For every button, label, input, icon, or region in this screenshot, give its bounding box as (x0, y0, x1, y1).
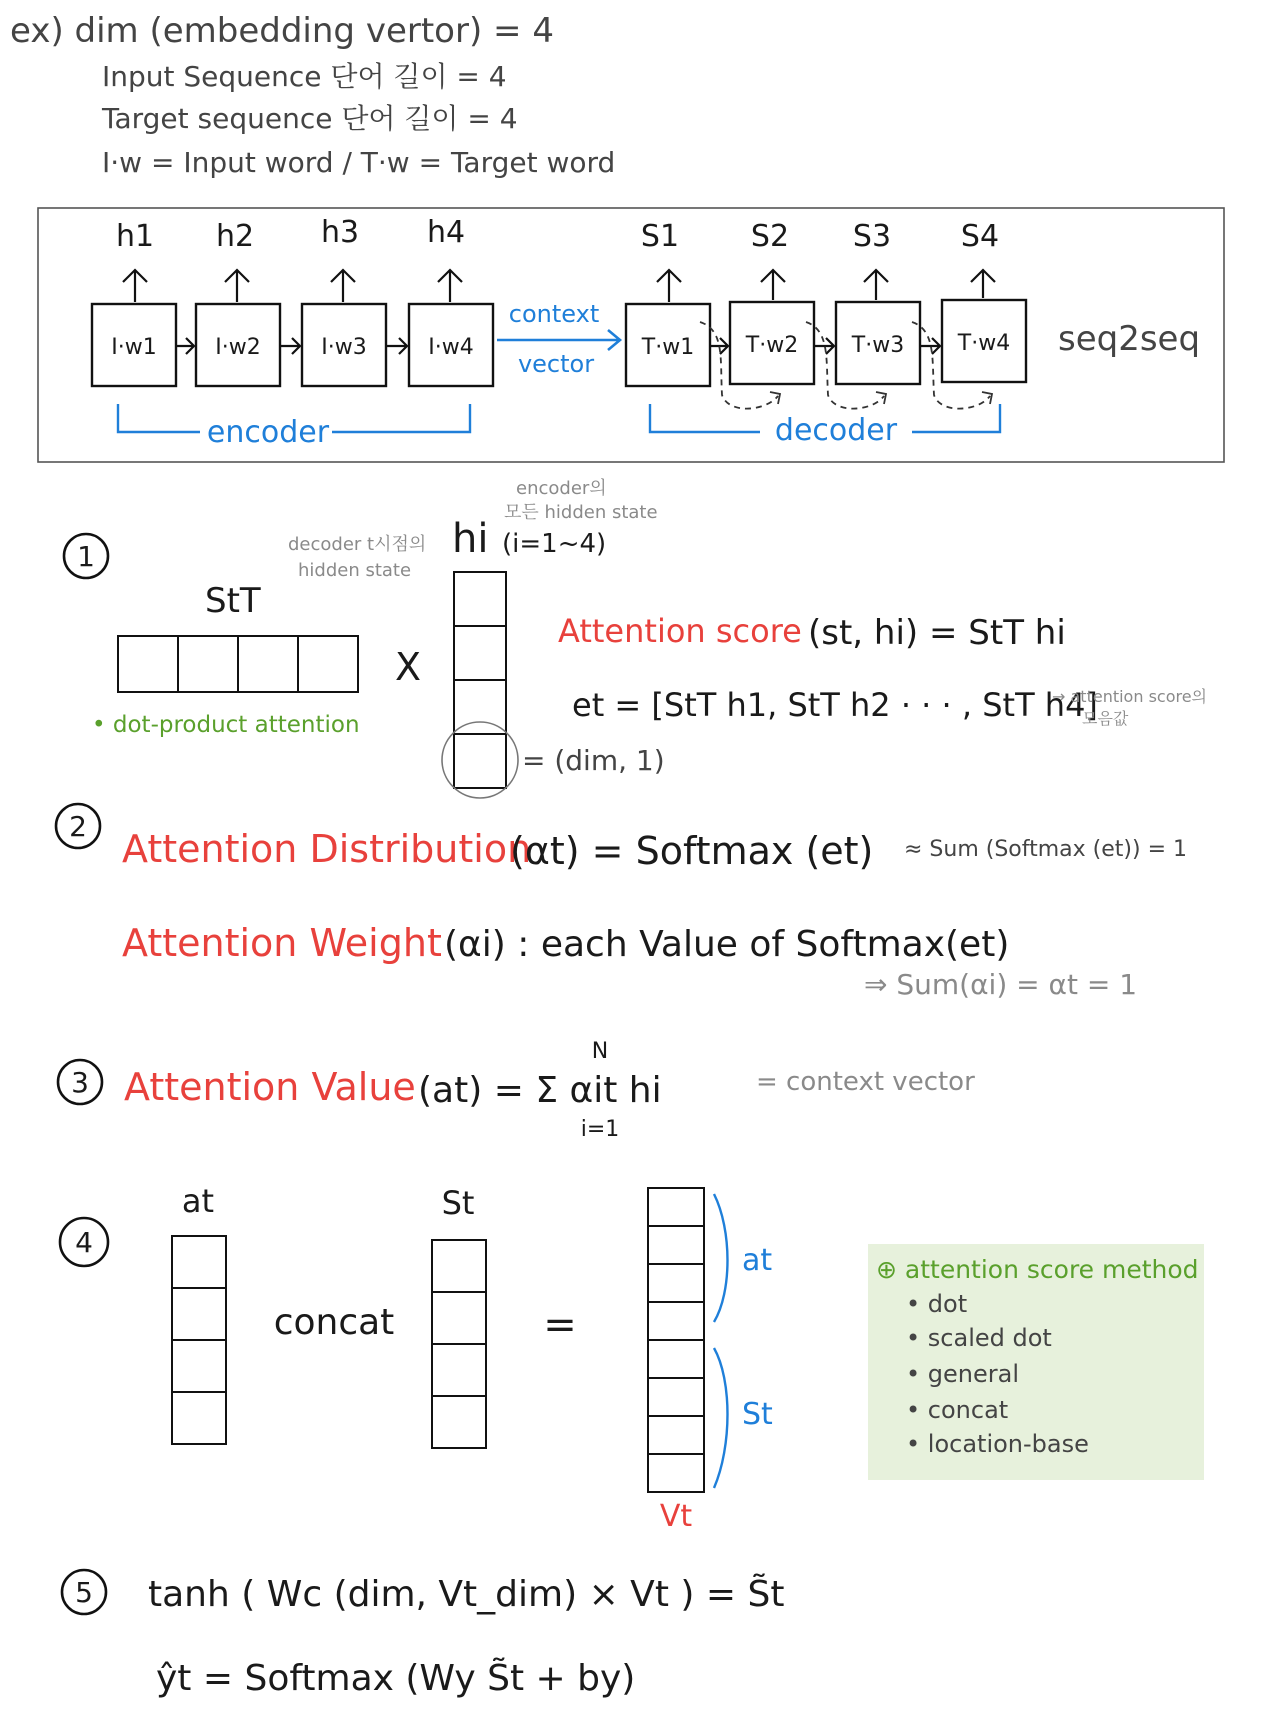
score-method-concat: • concat (906, 1396, 1009, 1424)
times-sign: X (394, 645, 422, 689)
vt-column-vector (648, 1188, 704, 1492)
step-2-number: 2 (69, 810, 87, 843)
decoder-label: decoder (774, 413, 898, 448)
at-vector-label: at (181, 1182, 215, 1220)
context-vector-note: = context vector (756, 1067, 975, 1097)
hidden-label-h4: h4 (426, 215, 466, 250)
score-method-location-base: • location-base (906, 1430, 1089, 1458)
input-word-2: I·w2 (215, 335, 261, 360)
tanh-formula: tanh ( Wc (dim, Vt_dim) × Vt ) = S̃t (148, 1574, 785, 1615)
softmax-sum-note: ≈ Sum (Softmax (et)) = 1 (904, 837, 1188, 862)
input-word-4: I·w4 (428, 335, 474, 360)
concat-word: concat (273, 1302, 395, 1343)
hi-label: hi (452, 516, 489, 562)
sum-upper-limit: N (591, 1039, 609, 1064)
st-column-vector (432, 1240, 486, 1448)
step-2 (56, 804, 1187, 1001)
step-1 (64, 477, 1207, 798)
header-line-3: Target sequence 단어 길이 = 4 (102, 102, 518, 135)
hidden-label-h3: h3 (320, 215, 360, 250)
score-method-scaled-dot: • scaled dot (906, 1324, 1052, 1352)
attention-score-formula: (st, hi) = StT hi (808, 613, 1066, 653)
st-row-vector (118, 636, 358, 692)
et-formula: et = [StT h1, StT h2 · · · , StT h4] (572, 686, 1098, 724)
input-word-3: I·w3 (321, 335, 367, 360)
score-methods-box (868, 1244, 1204, 1480)
step-5 (62, 1570, 784, 1699)
input-word-1: I·w1 (111, 335, 157, 360)
at-brace-label: at (742, 1243, 773, 1278)
dot-product-label: • dot-product attention (92, 712, 360, 738)
attention-value-title: Attention Value (124, 1065, 416, 1109)
seq2seq-label: seq2seq (1058, 319, 1201, 359)
step-4 (60, 1182, 1204, 1534)
hidden-label-h1: h1 (115, 219, 155, 254)
attention-score-title: Attention score (558, 612, 802, 650)
step-4-number: 4 (75, 1226, 93, 1259)
st-note-line-1: decoder t시점의 (288, 534, 427, 555)
context-arrow (497, 330, 620, 350)
equals-sign: = (543, 1302, 577, 1348)
attention-weight-formula: (αi) : each Value of Softmax(et) (444, 924, 1010, 965)
state-label-s4: S4 (960, 219, 1000, 254)
at-column-vector (172, 1236, 226, 1444)
st-note-line-2: hidden state (298, 560, 412, 581)
encoder-up-arrows (123, 270, 462, 302)
sum-lower-limit: i=1 (580, 1117, 620, 1142)
hi-range: (i=1~4) (502, 529, 607, 559)
weight-sum-note: ⇒ Sum(αi) = αt = 1 (864, 968, 1138, 1001)
at-brace (714, 1194, 728, 1322)
score-method-dot: • dot (906, 1290, 968, 1318)
header-line-2: Input Sequence 단어 길이 = 4 (102, 60, 507, 93)
step-5-number: 5 (75, 1576, 93, 1609)
target-word-2: T·w2 (745, 333, 799, 358)
header-notes (10, 11, 615, 179)
st-vector-label: St (441, 1184, 475, 1222)
encoder-label: encoder (206, 415, 330, 450)
hi-column-vector (442, 572, 518, 798)
attention-distribution-title: Attention Distribution (122, 827, 532, 871)
decoder-boxes (626, 300, 1026, 386)
hi-note-line-1: encoder의 (516, 478, 607, 499)
step-1-number: 1 (77, 540, 95, 573)
state-label-s2: S2 (750, 219, 790, 254)
context-vector (497, 300, 620, 378)
et-note-line-1: → attention score의 (1052, 687, 1208, 706)
attention-weight-title: Attention Weight (122, 921, 442, 965)
vt-label: Vt (659, 1499, 693, 1534)
context-label-line-2: vector (517, 350, 595, 378)
hi-note-line-2: 모든 hidden state (504, 502, 658, 523)
st-transpose-label: StT (205, 581, 261, 621)
score-method-general: • general (906, 1360, 1020, 1388)
step-3 (58, 1039, 975, 1142)
seq2seq-panel (38, 208, 1224, 462)
st-brace-label: St (742, 1397, 773, 1432)
st-brace (714, 1348, 728, 1488)
target-word-1: T·w1 (641, 335, 695, 360)
output-softmax-formula: ŷt = Softmax (Wy S̃t + by) (156, 1658, 636, 1699)
state-label-s1: S1 (640, 219, 680, 254)
header-line-4: I·w = Input word / T·w = Target word (102, 146, 616, 179)
attention-distribution-formula: (αt) = Softmax (et) (510, 829, 874, 873)
context-label-line-1: context (508, 300, 600, 328)
step-3-number: 3 (71, 1066, 89, 1099)
et-note-line-2: 모음값 (1082, 709, 1129, 728)
score-methods-title: ⊕ attention score method (876, 1255, 1199, 1284)
decoder-up-arrows (657, 270, 995, 302)
state-label-s3: S3 (852, 219, 892, 254)
hidden-label-h2: h2 (215, 219, 255, 254)
attention-value-formula: (at) = Σ αit hi (418, 1070, 662, 1111)
header-line-1: ex) dim (embedding vertor) = 4 (10, 11, 554, 51)
dim-note: = (dim, 1) (522, 744, 665, 777)
target-word-4: T·w4 (957, 331, 1011, 356)
target-word-3: T·w3 (851, 333, 905, 358)
